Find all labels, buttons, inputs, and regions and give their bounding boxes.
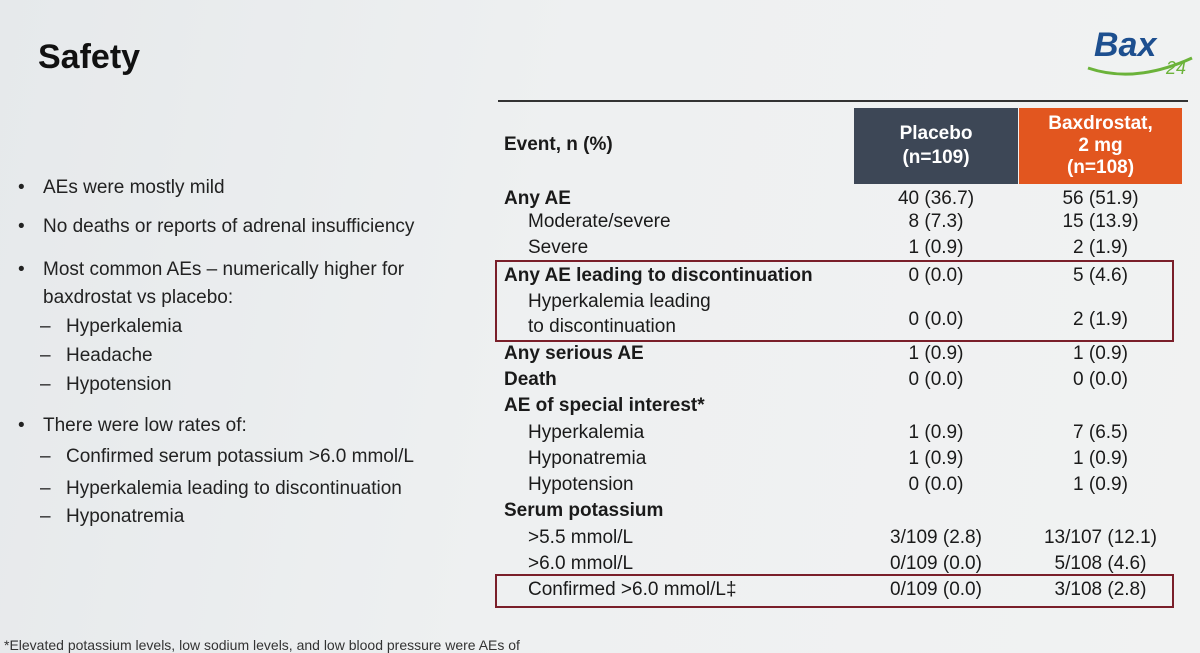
bullet-item-continuation: baxdrostat vs placebo:: [43, 287, 234, 308]
sub-bullet-item: – Confirmed serum potassium >6.0 mmol/L: [40, 446, 414, 467]
placebo-value: 0/109 (0.0): [890, 579, 982, 600]
header-placebo: Placebo (n=109): [854, 108, 1018, 184]
placebo-value: 0 (0.0): [908, 265, 964, 286]
table-top-rule: [498, 100, 1188, 102]
sub-bullet-item: – Hyperkalemia: [40, 316, 183, 337]
row-label: >5.5 mmol/L: [528, 527, 634, 548]
row-label: Confirmed >6.0 mmol/L‡: [528, 579, 737, 600]
placebo-value: 8 (7.3): [908, 211, 964, 232]
row-label: Any serious AE: [504, 343, 644, 364]
baxdrostat-value: 2 (1.9): [1073, 309, 1128, 330]
sub-bullet-item: – Hyponatremia: [40, 506, 185, 527]
row-label: Moderate/severe: [528, 211, 671, 232]
row-label: >6.0 mmol/L: [528, 553, 634, 574]
svg-text:24: 24: [1166, 58, 1187, 78]
row-label: Hyperkalemia: [528, 422, 645, 443]
footnote: *Elevated potassium levels, low sodium levels, and low blood pressure were AEs of: [4, 637, 520, 653]
row-label: AE of special interest*: [504, 395, 705, 416]
row-label-cont: to discontinuation: [528, 316, 676, 337]
bullet-item: • No deaths or reports of adrenal insufficiency: [18, 216, 415, 237]
placebo-value: 0/109 (0.0): [890, 553, 982, 574]
placebo-value: 3/109 (2.8): [890, 527, 982, 548]
placebo-value: 1 (0.9): [908, 448, 964, 469]
placebo-value: 0 (0.0): [908, 309, 964, 330]
baxdrostat-value: 5 (4.6): [1073, 265, 1128, 286]
baxdrostat-value: 7 (6.5): [1073, 422, 1128, 443]
baxdrostat-value: 15 (13.9): [1062, 211, 1139, 232]
bullet-item: • There were low rates of:: [18, 415, 247, 436]
row-label: Any AE leading to discontinuation: [504, 265, 813, 286]
placebo-value: 1 (0.9): [908, 343, 964, 364]
placebo-value: 0 (0.0): [908, 369, 964, 390]
header-baxdrostat: Baxdrostat, 2 mg (n=108): [1019, 108, 1182, 184]
row-label: Hypotension: [528, 474, 634, 495]
row-label: Serum potassium: [504, 500, 664, 521]
header-event: Event, n (%): [504, 134, 613, 155]
baxdrostat-value: 2 (1.9): [1073, 237, 1128, 258]
safety-table: [498, 100, 1188, 610]
baxdrostat-value: 56 (51.9): [1062, 188, 1139, 209]
bullet-item: • AEs were mostly mild: [18, 177, 225, 198]
row-label: Death: [504, 369, 557, 390]
placebo-value: 1 (0.9): [908, 237, 964, 258]
slide-title: Safety: [38, 38, 141, 76]
row-label: Hyperkalemia leading: [528, 291, 711, 312]
sub-bullet-item: – Headache: [40, 345, 153, 366]
baxdrostat-value: 3/108 (2.8): [1054, 579, 1147, 600]
baxdrostat-value: 5/108 (4.6): [1054, 553, 1147, 574]
placebo-value: 0 (0.0): [908, 474, 964, 495]
placebo-value: 1 (0.9): [908, 422, 964, 443]
row-label: Any AE: [504, 188, 571, 209]
row-label: Severe: [528, 237, 589, 258]
baxdrostat-value: 0 (0.0): [1073, 369, 1128, 390]
sub-bullet-item: – Hypotension: [40, 374, 172, 395]
baxdrostat-value: 13/107 (12.1): [1043, 527, 1158, 548]
baxdrostat-value: 1 (0.9): [1073, 343, 1128, 364]
baxdrostat-value: 1 (0.9): [1073, 474, 1128, 495]
placebo-value: 40 (36.7): [897, 188, 975, 209]
bullet-item: • Most common AEs – numerically higher for: [18, 259, 405, 280]
sub-bullet-item: – Hyperkalemia leading to discontinuation: [40, 478, 402, 499]
svg-text:Bax: Bax: [1094, 26, 1157, 64]
row-label: Hyponatremia: [528, 448, 647, 469]
bax24-logo: [1080, 18, 1198, 90]
baxdrostat-value: 1 (0.9): [1073, 448, 1128, 469]
